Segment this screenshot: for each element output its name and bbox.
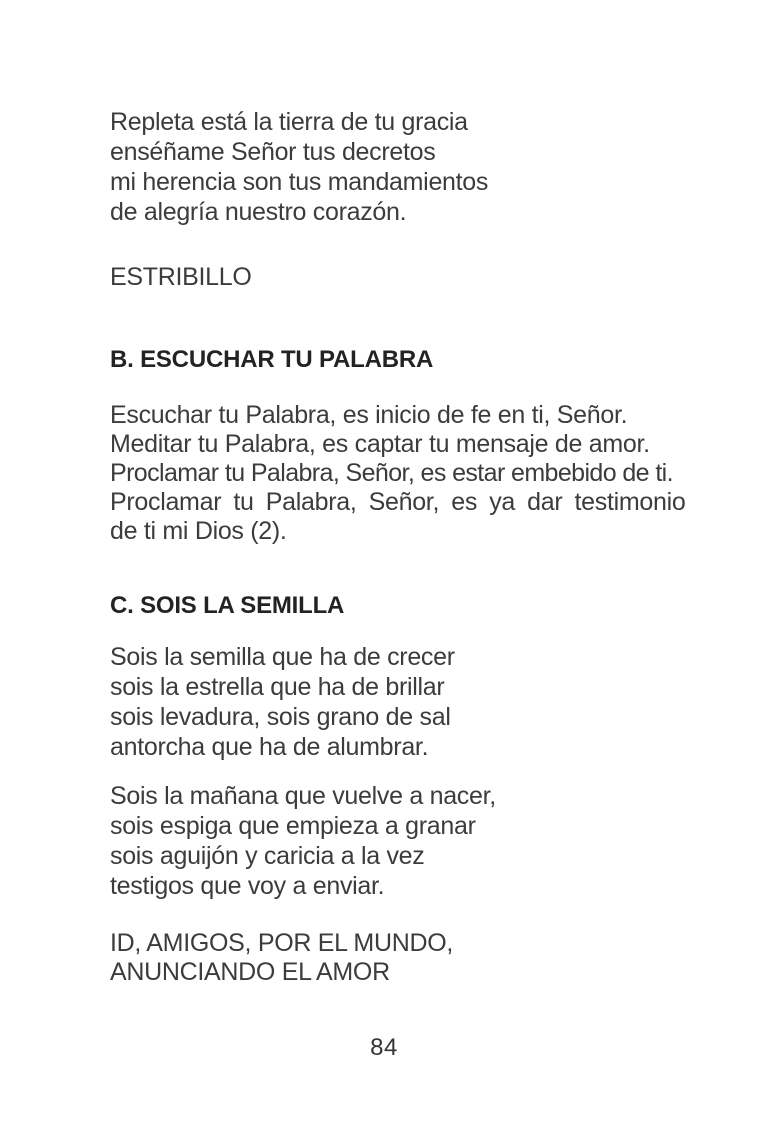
verse-line: Proclamar tu Palabra, Señor, es estar embebido de ti. <box>110 459 673 487</box>
song-c-stanza-1 <box>110 642 455 762</box>
verse-line: Sois la mañana que vuelve a nacer, <box>110 782 496 810</box>
song-c-refrain <box>110 929 453 987</box>
section-heading-c: C. SOIS LA SEMILLA <box>110 592 345 619</box>
refrain-line: ID, AMIGOS, POR EL MUNDO, <box>110 929 454 957</box>
verse-line: sois la estrella que ha de brillar <box>110 673 445 701</box>
verse-line: Proclamar tu Palabra, Señor, es ya dar testimonio <box>110 488 686 516</box>
verse-line: Escuchar tu Palabra, es inicio de fe en ti, Señor. <box>110 401 628 429</box>
refrain-line: ANUNCIANDO EL AMOR <box>110 958 390 986</box>
verse-line: enséñame Señor tus decretos <box>110 138 436 166</box>
intro-stanza <box>110 107 488 227</box>
verse-line: Meditar tu Palabra, es captar tu mensaje de amor. <box>110 430 650 458</box>
section-heading-b: B. ESCUCHAR TU PALABRA <box>110 346 434 373</box>
refrain-label: ESTRIBILLO <box>110 263 252 291</box>
estribillo-marker <box>110 262 252 292</box>
verse-line: de alegría nuestro corazón. <box>110 198 407 226</box>
verse-line: mi herencia son tus mandamientos <box>110 168 489 196</box>
song-c-stanza-2 <box>110 781 496 901</box>
verse-line: Sois la semilla que ha de crecer <box>110 643 455 671</box>
verse-line: sois aguijón y caricia a la vez <box>110 842 425 870</box>
verse-line: testigos que voy a enviar. <box>110 872 385 900</box>
verse-line: sois espiga que empieza a granar <box>110 812 476 840</box>
verse-line: de ti mi Dios (2). <box>110 517 287 545</box>
song-b-stanza <box>110 401 685 546</box>
verse-line: antorcha que ha de alumbrar. <box>110 733 429 761</box>
verse-line: Repleta está la tierra de tu gracia <box>110 108 468 136</box>
verse-line: sois levadura, sois grano de sal <box>110 703 451 731</box>
page-number: 84 <box>370 1034 398 1061</box>
